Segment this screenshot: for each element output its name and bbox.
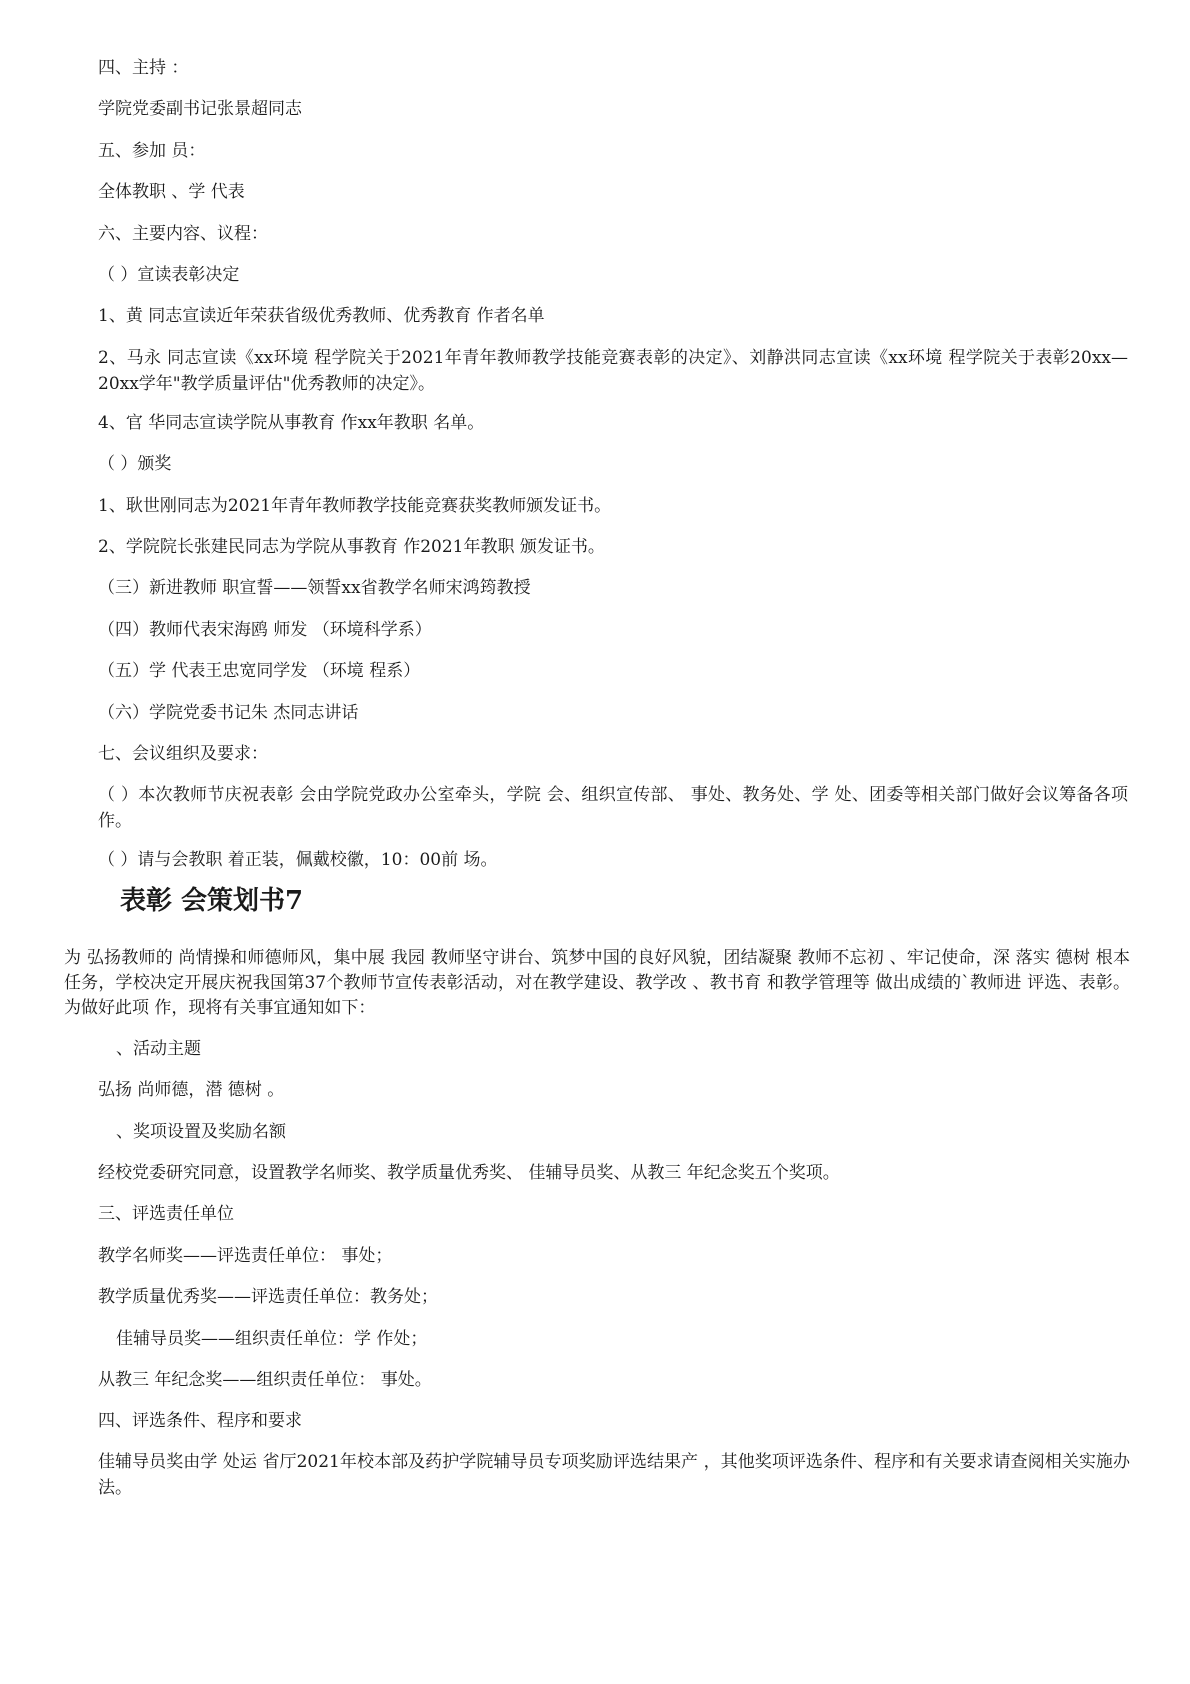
agenda-item-1: 1、黄 同志宣读近年荣获省级优秀教师、优秀教育 作者名单 — [98, 306, 545, 326]
attendee-value: 全体教职 、学 代表 — [98, 182, 245, 202]
agenda-heading: 六、主要内容、议程： — [98, 224, 268, 244]
conditions-heading: 四、评选条件、程序和要求 — [98, 1411, 302, 1431]
host-heading: 四、主持 ： — [98, 58, 189, 78]
awards-heading: 、奖项设置及奖励名额 — [116, 1122, 286, 1142]
responsibility-item-2: 教学质量优秀奖——评选责任单位：教务处； — [98, 1287, 438, 1307]
org-heading: 七、会议组织及要求： — [98, 744, 268, 764]
part5-student-speech: （五）学 代表王忠宽同学发 （环境 程系） — [98, 661, 421, 681]
part2-heading: （ ）颁奖 — [98, 454, 172, 474]
responsibility-item-3: 佳辅导员奖——组织责任单位：学 作处； — [116, 1329, 428, 1349]
part4-teacher-speech: （四）教师代表宋海鸥 师发 （环境科学系） — [98, 620, 432, 640]
section-title: 表彰 会策划书7 — [120, 886, 304, 916]
agenda-item-2: 2、马永 同志宣读《xx环境 程学院关于2021年青年教师教学技能竞赛表彰的决定》、刘静洪同志宣读《xx环境 程学院关于表彰20xx—20xx学年"教学质量评估"优秀教师的决定》。 — [98, 348, 1128, 394]
conditions-value: 佳辅导员奖由学 处运 省厅2021年校本部及药护学院辅导员专项奖励评选结果产 ，其他奖项评选条件、程序和有关要求请查阅相关实施办法。 — [98, 1452, 1130, 1498]
responsibility-heading: 三、评选责任单位 — [98, 1204, 234, 1224]
org-item-2: （ ）请与会教职 着正装，佩戴校徽，10：00前 场。 — [98, 850, 498, 870]
attendee-heading: 五、参加 员： — [98, 141, 206, 161]
part1-heading: （ ）宣读表彰决定 — [98, 265, 240, 285]
responsibility-item-1: 教学名师奖——评选责任单位： 事处； — [98, 1246, 393, 1266]
part3-oath: （三）新进教师 职宣誓——领誓xx省教学名师宋鸿筠教授 — [98, 578, 531, 598]
org-item-1: （ ）本次教师节庆祝表彰 会由学院党政办公室牵头，学院 会、组织宣传部、 事处、教务处、学 处、团委等相关部门做好会议筹备各项 作。 — [98, 785, 1128, 831]
intro-paragraph: 为 弘扬教师的 尚情操和师德师风，集中展 我园 教师坚守讲台、筑梦中国的良好风貌，团结凝聚 教师不忘初 、牢记使命，深 落实 德树 根本任务，学校决定开展庆祝我国第37个教师节宣传表彰活动，对在教学建设、教学改 、教书育 和教学管理等 做出成绩的`教师进 评选、表彰。为做好此项 作，现将有关事宜通知如下： — [64, 948, 1130, 1018]
theme-value: 弘扬 尚师德，潜 德树 。 — [98, 1080, 285, 1100]
part6-secretary-speech: （六）学院党委书记朱 杰同志讲话 — [98, 703, 359, 723]
award-item-1: 1、耿世刚同志为2021年青年教师教学技能竞赛获奖教师颁发证书。 — [98, 496, 612, 516]
awards-value: 经校党委研究同意，设置教学名师奖、教学质量优秀奖、 佳辅导员奖、从教三 年纪念奖五个奖项。 — [98, 1163, 840, 1183]
host-value: 学院党委副书记张景超同志 — [98, 99, 302, 119]
agenda-item-4: 4、官 华同志宣读学院从事教育 作xx年教职 名单。 — [98, 413, 485, 433]
theme-heading: 、活动主题 — [116, 1039, 201, 1059]
award-item-2: 2、学院院长张建民同志为学院从事教育 作2021年教职 颁发证书。 — [98, 537, 605, 557]
responsibility-item-4: 从教三 年纪念奖——组织责任单位： 事处。 — [98, 1370, 432, 1390]
